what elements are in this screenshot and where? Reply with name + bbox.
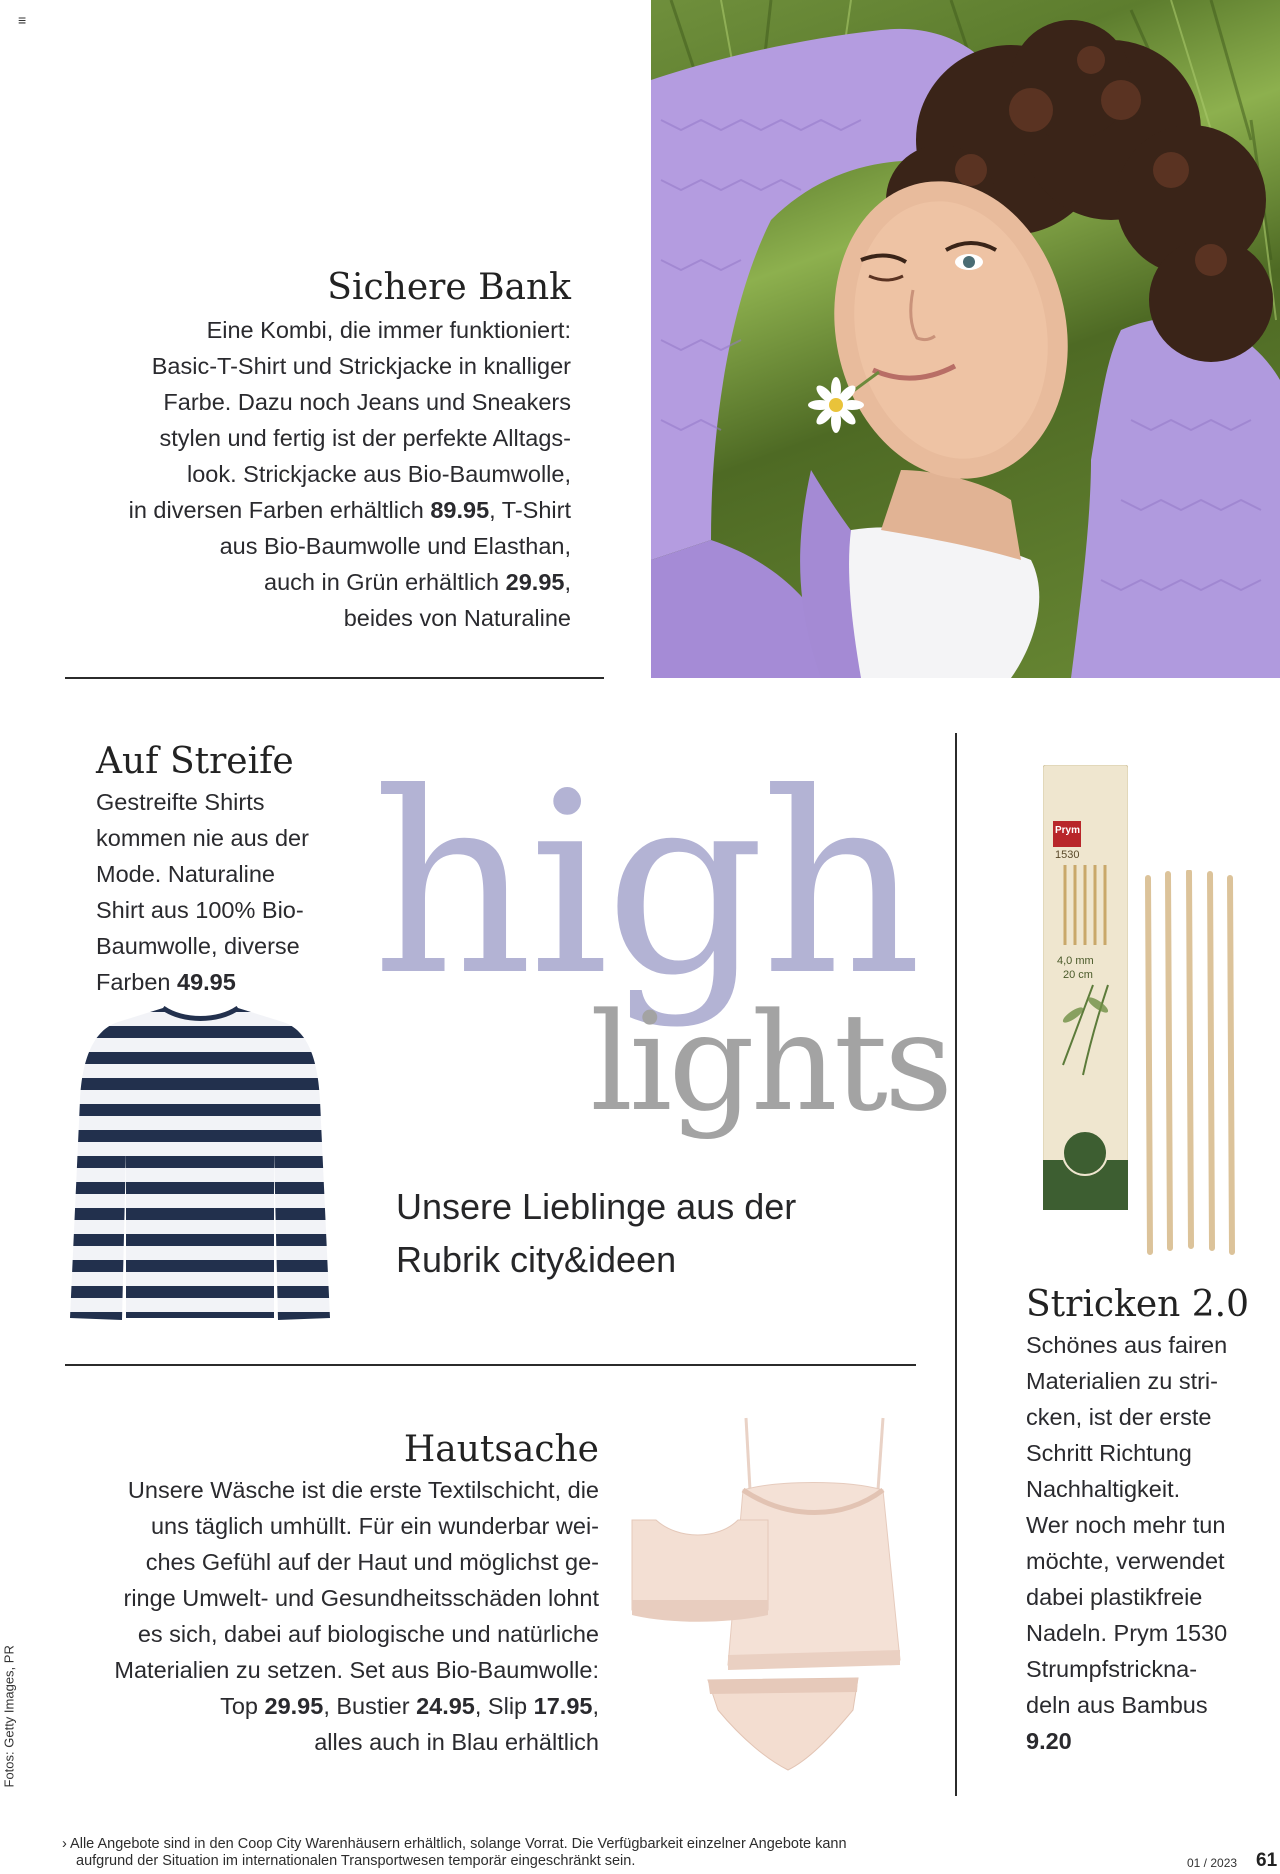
stricken-line-8: dabei plastikfreie (1026, 1584, 1203, 1610)
highlights-subtitle (396, 1180, 796, 1286)
striped-shirt-illustration (68, 1000, 333, 1325)
stricken-line-2: Materialien zu stri- (1026, 1368, 1218, 1394)
sichere-bank-section (80, 266, 571, 636)
footer-disclaimer (62, 1836, 1142, 1870)
needles-pack-brand: Prym (1055, 825, 1081, 836)
stricken-line-9: Nadeln. Prym 1530 (1026, 1620, 1228, 1646)
stricken-line-11: deln aus Bambus (1026, 1692, 1208, 1718)
hautsache-line-7c: , Slip (474, 1693, 534, 1719)
photo-credit: Fotos: Getty Images, PR (1, 1645, 17, 1788)
price-strickjacke: 89.95 (430, 497, 490, 523)
sichere-bank-text (80, 312, 571, 636)
highlights-word-high: high (372, 739, 919, 1030)
stricken-line-10: Strumpfstrickna- (1026, 1656, 1198, 1682)
sichere-bank-line-4: stylen und fertig ist der perfekte Alltags- (159, 425, 571, 451)
bamboo-needles-image (1138, 870, 1238, 1260)
sichere-bank-line-6b: , T-Shirt (489, 497, 571, 523)
highlights-subtitle-line-1: Unsere Lieblinge aus der (396, 1186, 797, 1227)
auf-streife-line-2: kommen nie aus der (96, 825, 309, 851)
highlights-subtitle-line-2: Rubrik city&ideen (396, 1239, 677, 1280)
sichere-bank-line-7: aus Bio-Baumwolle und Elasthan, (219, 533, 571, 559)
sichere-bank-line-8a: auch in Grün erhältlich (264, 569, 506, 595)
footer-disclaimer-line-1: › Alle Angebote sind in den Coop City Warenhäusern erhältlich, solange Vorrat. Die Verfügbarkeit einzelner Angebote kann (62, 1836, 847, 1852)
auf-streife-line-5: Baumwolle, diverse (96, 933, 300, 959)
stricken-line-1: Schönes aus fairen (1026, 1332, 1228, 1358)
sichere-bank-line-6a: in diversen Farben erhältlich (128, 497, 431, 523)
hautsache-line-7b: , Bustier (323, 1693, 417, 1719)
price-streifenshirt: 49.95 (177, 969, 236, 995)
stricken-line-3: cken, ist der erste (1026, 1404, 1212, 1430)
sichere-bank-line-3: Farbe. Dazu noch Jeans und Sneakers (163, 389, 571, 415)
auf-streife-line-6: Farben (96, 969, 177, 995)
divider-top (65, 677, 604, 679)
hautsache-section (60, 1428, 599, 1760)
needles-pack-model: 1530 (1055, 849, 1080, 861)
auf-streife-line-3: Mode. Naturaline (96, 861, 275, 887)
price-slip: 17.95 (533, 1693, 593, 1719)
hautsache-text (60, 1472, 599, 1760)
price-top: 29.95 (264, 1693, 324, 1719)
lingerie-set-illustration (628, 1410, 908, 1780)
hautsache-line-8: alles auch in Blau erhältlich (314, 1729, 599, 1755)
sichere-bank-line-1: Eine Kombi, die immer funktioniert: (206, 317, 571, 343)
top-marker: ≡ (18, 12, 27, 28)
hautsache-line-2: uns täglich umhüllt. Für ein wunderbar wei- (150, 1513, 599, 1539)
divider-vertical (955, 733, 957, 1796)
hautsache-title: Hautsache (403, 1429, 599, 1470)
sichere-bank-line-5: look. Strickjacke aus Bio-Baumwolle, (187, 461, 571, 487)
stricken-section (1026, 1283, 1266, 1759)
auf-streife-line-1: Gestreifte Shirts (96, 789, 265, 815)
auf-streife-section (96, 740, 376, 1000)
hero-photo-illustration (651, 0, 1280, 678)
lingerie-set-image (628, 1410, 908, 1780)
auf-streife-line-4: Shirt aus 100% Bio- (96, 897, 304, 923)
needles-pack-size-1: 4,0 mm (1057, 955, 1094, 967)
hautsache-line-4: ringe Umwelt- und Gesundheitsschäden lohnt (123, 1585, 599, 1611)
hautsache-line-6: Materialien zu setzen. Set aus Bio-Baumwolle: (114, 1657, 599, 1683)
price-bustier: 24.95 (416, 1693, 475, 1719)
needles-pack-image (1043, 765, 1128, 1210)
footer-disclaimer-line-2: aufgrund der Situation im internationalen Transportwesen temporär eingeschränkt sein. (76, 1853, 636, 1869)
hautsache-line-7a: Top (220, 1693, 265, 1719)
footer-issue: 01 / 2023 (1187, 1856, 1238, 1870)
price-tshirt: 29.95 (505, 569, 565, 595)
hautsache-line-7d: , (592, 1693, 599, 1719)
stricken-line-6: Wer noch mehr tun (1026, 1512, 1226, 1538)
hero-photo (651, 0, 1280, 678)
stricken-line-5: Nachhaltigkeit. (1026, 1476, 1181, 1502)
stricken-title: Stricken 2.0 (1026, 1284, 1250, 1325)
needles-pack-size-2: 20 cm (1063, 969, 1093, 981)
stricken-line-4: Schritt Richtung (1026, 1440, 1192, 1466)
auf-streife-title: Auf Streife (96, 741, 294, 782)
highlights-word-lights: lights (590, 984, 950, 1141)
hautsache-line-3: ches Gefühl auf der Haut und möglichst ge- (145, 1549, 599, 1575)
sichere-bank-line-9: beides von Naturaline (343, 605, 571, 631)
sichere-bank-title: Sichere Bank (327, 267, 571, 308)
page-number: 61 (1256, 1850, 1278, 1871)
stricken-line-7: möchte, verwendet (1026, 1548, 1225, 1574)
divider-middle (65, 1364, 916, 1366)
stricken-text (1026, 1327, 1266, 1759)
sichere-bank-line-2: Basic-T-Shirt und Strickjacke in knalliger (151, 353, 571, 379)
auf-streife-text (96, 784, 376, 1000)
sichere-bank-line-8b: , (564, 569, 571, 595)
striped-shirt-image (68, 1000, 333, 1325)
bamboo-needles-illustration (1138, 870, 1238, 1260)
price-nadeln: 9.20 (1026, 1728, 1072, 1754)
hautsache-line-5: es sich, dabei auf biologische und natürliche (137, 1621, 599, 1647)
hautsache-line-1: Unsere Wäsche ist die erste Textilschicht, die (127, 1477, 599, 1503)
